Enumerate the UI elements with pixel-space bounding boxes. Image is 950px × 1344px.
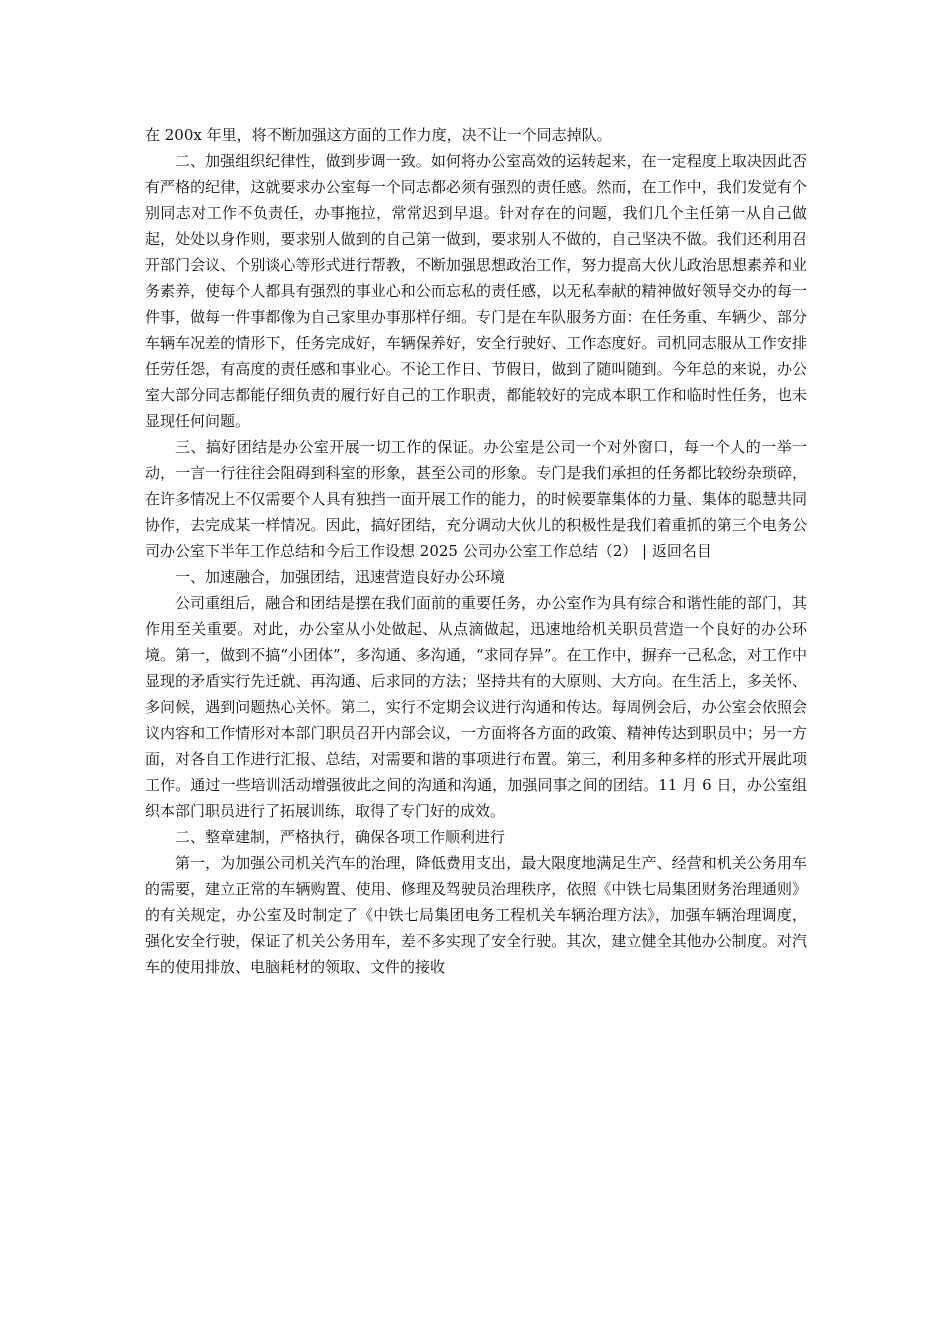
document-page	[145, 122, 807, 980]
paragraph-discipline: 二、加强组织纪律性，做到步调一致。如何将办公室高效的运转起来，在一定程度上取决因此否有严格的纪律，这就要求办公室每一个同志都必须有强烈的责任感。然而，在工作中，我们发觉有个别同志对工作不负责任，办事拖拉，常常迟到早退。针对存在的问题，我们几个主任第一从自己做起，处处以身作则，要求别人做到的自己第一做到，要求别人不做的，自己坚决不做。我们还利用召开部门会议、个别谈心等形式进行帮教，不断加强思想政治工作，努力提高大伙儿政治思想素养和业务素养，使每个人都具有强烈的事业心和公而忘私的责任感，以无私奉献的精神做好领导交办的每一件事，做每一件事都像为自己家里办事那样仔细。专门是在车队服务方面：在任务重、车辆少、部分车辆车况差的情形下，任务完成好，车辆保养好，安全行驶好、工作态度好。司机同志服从工作安排任劳任怨，有高度的责任感和事业心。不论工作日、节假日，做到了随叫随到。今年总的来说，办公室大部分同志都能仔细负责的履行好自己的工作职责，都能较好的完成本职工作和临时性任务，也未显现任何问题。	[145, 152, 807, 430]
paragraph-continuation: 在 200x 年里，将不断加强这方面的工作力度，决不让一个同志掉队。	[145, 126, 612, 144]
section-heading-integration: 一、加速融合，加强团结，迅速营造良好办公环境	[175, 568, 506, 586]
paragraph-unity: 三、搞好团结是办公室开展一切工作的保证。办公室是公司一个对外窗口，每一个人的一举一动，一言一行往往会阻碍到科室的形象，甚至公司的形象。专门是我们承担的任务都比较纷杂琐碎，在许多情况上不仅需要个人具有独挡一面开展工作的能力，的时候要靠集体的力量、集体的聪慧共同协作，去完成某一样情况。因此，搞好团结，充分调动大伙儿的积极性是我们着重抓的第三个电务公司办公室下半年工作总结和今后工作设想 2025 公司办公室工作总结（2） | 返回名目	[145, 438, 807, 560]
section-heading-regulations: 二、整章建制，严格执行，确保各项工作顺利进行	[175, 828, 506, 846]
paragraph-regulations: 第一，为加强公司机关汽车的治理，降低费用支出，最大限度地满足生产、经营和机关公务用车的需要，建立正常的车辆购置、使用、修理及驾驶员治理秩序，依照《中铁七局集团财务治理通则》的有关规定，办公室及时制定了《中铁七局集团电务工程机关车辆治理方法》，加强车辆治理调度，强化安全行驶，保证了机关公务用车，差不多实现了安全行驶。其次，建立健全其他办公制度。对汽车的使用排放、电脑耗材的领取、文件的接收	[145, 854, 807, 976]
paragraph-integration: 公司重组后，融合和团结是摆在我们面前的重要任务，办公室作为具有综合和谐性能的部门，其作用至关重要。对此，办公室从小处做起、从点滴做起，迅速地给机关职员营造一个良好的办公环境。第一，做到不搞“小团体”，多沟通、多沟通，“求同存异”。在工作中，摒弃一己私念，对工作中显现的矛盾实行先迁就、再沟通、后求同的方法；坚持共有的大原则、大方向。在生活上，多关怀、多问候，遇到问题热心关怀。第二，实行不定期会议进行沟通和传达。每周例会后，办公室会依照会议内容和工作情形对本部门职员召开内部会议，一方面将各方面的政策、精神传达到职员中；另一方面，对各自工作进行汇报、总结，对需要和谐的事项进行布置。第三，利用多种多样的形式开展此项工作。通过一些培训活动增强彼此之间的沟通和沟通，加强同事之间的团结。11 月 6 日，办公室组织本部门职员进行了拓展训练，取得了专门好的成效。	[145, 594, 807, 820]
